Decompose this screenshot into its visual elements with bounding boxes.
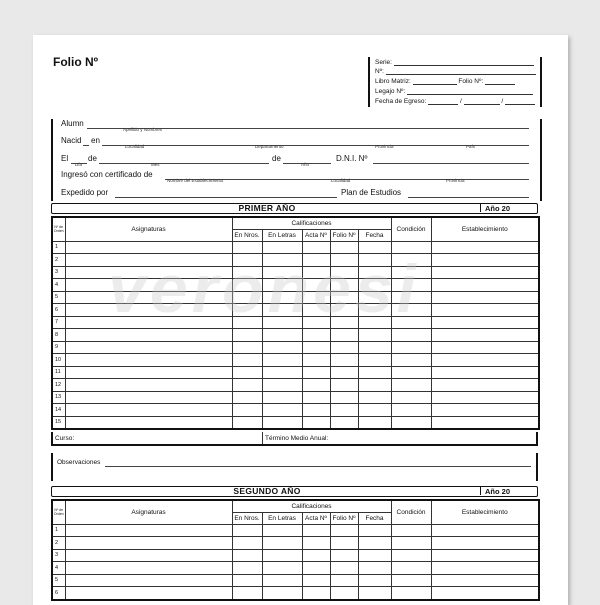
en-nros-header-2: En Nros.	[232, 512, 262, 524]
nacid-label: Nacid	[61, 136, 82, 145]
asignatura-cell[interactable]	[65, 366, 232, 379]
establecimiento-cell[interactable]	[431, 404, 539, 417]
fecha-cell[interactable]	[358, 329, 391, 342]
table-row	[52, 354, 539, 367]
fecha-cell[interactable]	[358, 266, 391, 279]
row-number: 4	[52, 562, 65, 575]
table-row	[52, 316, 539, 329]
plan-field[interactable]	[408, 197, 529, 198]
asignatura-cell[interactable]	[65, 291, 232, 304]
asignatura-cell[interactable]	[65, 379, 232, 392]
segundo-ano-title: SEGUNDO AÑO	[233, 486, 301, 496]
condicion-cell[interactable]	[391, 416, 431, 429]
fecha-cell[interactable]	[358, 341, 391, 354]
condicion-cell[interactable]	[391, 366, 431, 379]
folio-cell[interactable]	[330, 266, 358, 279]
acta-cell[interactable]	[302, 241, 330, 254]
fecha-cell[interactable]	[358, 241, 391, 254]
row-number: 3	[52, 266, 65, 279]
row-number: 12	[52, 379, 65, 392]
establecimiento-cell[interactable]	[431, 266, 539, 279]
fecha-cell[interactable]	[358, 254, 391, 267]
nros-cell[interactable]	[232, 574, 262, 587]
observaciones-field[interactable]	[105, 466, 531, 467]
provincia2-caption: Provincia	[446, 178, 465, 183]
table-row	[52, 254, 539, 267]
fecha-cell[interactable]	[358, 316, 391, 329]
letras-cell[interactable]	[262, 304, 302, 317]
nros-cell[interactable]	[232, 254, 262, 267]
folio-cell[interactable]	[330, 574, 358, 587]
asignatura-cell[interactable]	[65, 574, 232, 587]
establecimiento-cell[interactable]	[431, 587, 539, 600]
alumno-label: Alumn	[61, 119, 84, 128]
row-number: 3	[52, 549, 65, 562]
letras-cell[interactable]	[262, 241, 302, 254]
folio-cell[interactable]	[330, 549, 358, 562]
acta-cell[interactable]	[302, 562, 330, 575]
nros-cell[interactable]	[232, 291, 262, 304]
folio-cell[interactable]	[330, 279, 358, 292]
letras-cell[interactable]	[262, 416, 302, 429]
acta-cell[interactable]	[302, 266, 330, 279]
nros-cell[interactable]	[232, 316, 262, 329]
table-row	[52, 366, 539, 379]
fecha-cell[interactable]	[358, 524, 391, 537]
nros-cell[interactable]	[232, 549, 262, 562]
serie-line	[375, 58, 534, 67]
expedido-label: Expedido por	[61, 188, 109, 197]
folio-cell[interactable]	[330, 354, 358, 367]
condicion-cell[interactable]	[391, 549, 431, 562]
asignatura-cell[interactable]	[65, 241, 232, 254]
nros-cell[interactable]	[232, 404, 262, 417]
row-number: 5	[52, 291, 65, 304]
termino-label: Término Medio Anual:	[265, 435, 329, 442]
acta-cell[interactable]	[302, 279, 330, 292]
mes-caption: Mes	[151, 162, 160, 167]
establecimiento-cell[interactable]	[431, 562, 539, 575]
letras-cell[interactable]	[262, 341, 302, 354]
curso-cell[interactable]	[53, 432, 263, 444]
calificaciones-header: Calificaciones	[232, 217, 391, 229]
acta-cell[interactable]	[302, 329, 330, 342]
serie-field[interactable]	[394, 58, 534, 66]
establecimiento-cell[interactable]	[431, 291, 539, 304]
row-number: 6	[52, 304, 65, 317]
acta-cell[interactable]	[302, 254, 330, 267]
nros-cell[interactable]	[232, 354, 262, 367]
nombre-establecimiento-caption: Nombre del Establecimiento	[167, 178, 224, 183]
libro-matriz-field[interactable]	[413, 77, 457, 85]
establecimiento-cell[interactable]	[431, 316, 539, 329]
table-row	[52, 562, 539, 575]
establecimiento-cell[interactable]	[431, 241, 539, 254]
observaciones-box[interactable]	[51, 453, 538, 481]
establecimiento-cell[interactable]	[431, 354, 539, 367]
fecha-cell[interactable]	[358, 537, 391, 550]
el-label: El	[61, 154, 69, 163]
asignatura-cell[interactable]	[65, 549, 232, 562]
row-number: 11	[52, 366, 65, 379]
ano-caption: Año	[301, 162, 310, 167]
row-number: 1	[52, 524, 65, 537]
folio-cell[interactable]	[330, 254, 358, 267]
folio-cell[interactable]	[330, 291, 358, 304]
primer-ano-table	[51, 216, 540, 430]
veronesi-watermark: veronesi	[108, 251, 420, 327]
libro-line	[375, 77, 515, 86]
nros-cell[interactable]	[232, 279, 262, 292]
table-row	[52, 341, 539, 354]
orden-header: Nº de Orden	[52, 217, 65, 241]
segundo-ano-bar	[51, 486, 538, 497]
asignatura-cell[interactable]	[65, 341, 232, 354]
folio-cell[interactable]	[330, 391, 358, 404]
letras-cell[interactable]	[262, 316, 302, 329]
primer-ano-bar	[51, 203, 538, 214]
mes-field[interactable]	[99, 163, 269, 164]
asignatura-cell[interactable]	[65, 354, 232, 367]
folio-label: Folio Nº	[53, 55, 99, 69]
nacimiento-lugar-field[interactable]	[102, 145, 529, 146]
condicion-cell[interactable]	[391, 279, 431, 292]
establecimiento-cell[interactable]	[431, 379, 539, 392]
letras-cell[interactable]	[262, 391, 302, 404]
apellido-caption: Apellido y Nombres	[123, 127, 163, 132]
numero-line	[375, 67, 536, 76]
egreso-ano-field[interactable]	[505, 97, 535, 105]
fecha-cell[interactable]	[358, 279, 391, 292]
acta-cell[interactable]	[302, 537, 330, 550]
letras-cell[interactable]	[262, 291, 302, 304]
serie-label: Serie:	[375, 59, 392, 66]
row-number: 1	[52, 241, 65, 254]
folio-cell[interactable]	[330, 316, 358, 329]
row-number: 7	[52, 316, 65, 329]
acta-cell[interactable]	[302, 404, 330, 417]
condicion-cell[interactable]	[391, 391, 431, 404]
row-number: 9	[52, 341, 65, 354]
fecha-header-2: Fecha	[358, 512, 391, 524]
registry-box	[368, 57, 542, 107]
table-row	[52, 379, 539, 392]
condicion-cell[interactable]	[391, 291, 431, 304]
table-row	[52, 416, 539, 429]
table-row	[52, 391, 539, 404]
establecimiento-cell[interactable]	[431, 549, 539, 562]
nros-cell[interactable]	[232, 562, 262, 575]
legajo-label: Legajo Nº:	[375, 88, 406, 95]
curso-row	[51, 432, 538, 446]
row-number: 2	[52, 254, 65, 267]
asignatura-cell[interactable]	[65, 416, 232, 429]
nros-cell[interactable]	[232, 366, 262, 379]
asignatura-cell[interactable]	[65, 587, 232, 600]
egreso-dia-field[interactable]	[428, 97, 458, 105]
letras-cell[interactable]	[262, 329, 302, 342]
fecha-cell[interactable]	[358, 574, 391, 587]
asignatura-cell[interactable]	[65, 304, 232, 317]
letras-cell[interactable]	[262, 366, 302, 379]
condicion-cell[interactable]	[391, 316, 431, 329]
departamento-caption: Departamento	[255, 144, 284, 149]
asignatura-cell[interactable]	[65, 562, 232, 575]
row-number: 2	[52, 537, 65, 550]
condicion-cell[interactable]	[391, 537, 431, 550]
nros-cell[interactable]	[232, 391, 262, 404]
fecha-cell[interactable]	[358, 391, 391, 404]
establecimiento-cell[interactable]	[431, 537, 539, 550]
slash-1: /	[459, 98, 462, 105]
provincia-caption: Provincia	[375, 144, 394, 149]
acta-cell[interactable]	[302, 354, 330, 367]
slash-2: /	[501, 98, 504, 105]
de-label: de	[88, 154, 97, 163]
primer-ano-year: Año 20	[480, 204, 537, 212]
folio-cell[interactable]	[330, 562, 358, 575]
acta-cell[interactable]	[302, 391, 330, 404]
form-sheet	[33, 35, 568, 605]
pais-caption: País	[466, 144, 476, 149]
letras-cell[interactable]	[262, 279, 302, 292]
folio-n-field[interactable]	[485, 77, 515, 85]
folio-cell[interactable]	[330, 329, 358, 342]
nros-cell[interactable]	[232, 241, 262, 254]
establecimiento-cell[interactable]	[431, 366, 539, 379]
folio-cell[interactable]	[330, 366, 358, 379]
folio-header: Folio Nº	[330, 229, 358, 241]
asignaturas-header-2: Asignaturas	[65, 500, 232, 524]
row-number: 8	[52, 329, 65, 342]
row-number: 14	[52, 404, 65, 417]
plan-label: Plan de Estudios	[341, 188, 402, 197]
table-row	[52, 524, 539, 537]
nacid-suffix-field[interactable]	[83, 145, 89, 146]
asignatura-cell[interactable]	[65, 254, 232, 267]
fecha-egreso-label: Fecha de Egreso:	[375, 98, 427, 105]
condicion-header: Condición	[391, 217, 431, 241]
fecha-cell[interactable]	[358, 304, 391, 317]
fecha-egreso-line	[375, 97, 535, 106]
fecha-cell[interactable]	[358, 291, 391, 304]
primer-ano-title: PRIMER AÑO	[238, 203, 296, 213]
calificaciones-header-2: Calificaciones	[232, 500, 391, 512]
acta-cell[interactable]	[302, 549, 330, 562]
table-row	[52, 574, 539, 587]
condicion-cell[interactable]	[391, 574, 431, 587]
acta-cell[interactable]	[302, 524, 330, 537]
letras-cell[interactable]	[262, 254, 302, 267]
row-number: 4	[52, 279, 65, 292]
en-label: en	[91, 136, 100, 145]
folio-cell[interactable]	[330, 241, 358, 254]
folio-cell[interactable]	[330, 304, 358, 317]
egreso-mes-field[interactable]	[464, 97, 500, 105]
folio-cell[interactable]	[330, 379, 358, 392]
nros-cell[interactable]	[232, 329, 262, 342]
letras-cell[interactable]	[262, 354, 302, 367]
establecimiento-cell[interactable]	[431, 254, 539, 267]
table-row	[52, 329, 539, 342]
asignatura-cell[interactable]	[65, 404, 232, 417]
row-number: 6	[52, 587, 65, 600]
table-row	[52, 241, 539, 254]
table-row	[52, 304, 539, 317]
fecha-cell[interactable]	[358, 549, 391, 562]
establecimiento-header: Establecimiento	[431, 217, 539, 241]
condicion-cell[interactable]	[391, 329, 431, 342]
folio-header-2: Folio Nº	[330, 512, 358, 524]
letras-cell[interactable]	[262, 404, 302, 417]
nros-cell[interactable]	[232, 304, 262, 317]
folio-cell[interactable]	[330, 537, 358, 550]
letras-cell[interactable]	[262, 549, 302, 562]
row-number: 15	[52, 416, 65, 429]
acta-cell[interactable]	[302, 316, 330, 329]
en-nros-header: En Nros.	[232, 229, 262, 241]
table-row	[52, 266, 539, 279]
establecimiento-cell[interactable]	[431, 341, 539, 354]
folio-n-label: Folio Nº:	[458, 78, 484, 85]
establecimiento-header-2: Establecimiento	[431, 500, 539, 524]
condicion-cell[interactable]	[391, 266, 431, 279]
letras-cell[interactable]	[262, 587, 302, 600]
asignatura-cell[interactable]	[65, 329, 232, 342]
establecimiento-cell[interactable]	[431, 304, 539, 317]
acta-cell[interactable]	[302, 574, 330, 587]
asignatura-cell[interactable]	[65, 537, 232, 550]
acta-cell[interactable]	[302, 341, 330, 354]
acta-cell[interactable]	[302, 291, 330, 304]
acta-cell[interactable]	[302, 587, 330, 600]
fecha-cell[interactable]	[358, 416, 391, 429]
asignatura-cell[interactable]	[65, 391, 232, 404]
curso-label: Curso:	[55, 435, 75, 442]
establecimiento-cell[interactable]	[431, 524, 539, 537]
orden-header-2: Nº de Orden	[52, 500, 65, 524]
table-row	[52, 279, 539, 292]
folio-cell[interactable]	[330, 341, 358, 354]
observaciones-label: Observaciones	[57, 459, 101, 466]
acta-header-2: Acta Nº	[302, 512, 330, 524]
acta-header: Acta Nº	[302, 229, 330, 241]
libro-matriz-label: Libro Matriz:	[375, 78, 411, 85]
establecimiento-cell[interactable]	[431, 329, 539, 342]
table-row	[52, 549, 539, 562]
condicion-cell[interactable]	[391, 524, 431, 537]
establecimiento-cell[interactable]	[431, 574, 539, 587]
acta-cell[interactable]	[302, 416, 330, 429]
letras-cell[interactable]	[262, 574, 302, 587]
numero-field[interactable]	[386, 67, 536, 75]
folio-cell[interactable]	[330, 524, 358, 537]
fecha-cell[interactable]	[358, 587, 391, 600]
fecha-cell[interactable]	[358, 379, 391, 392]
expedido-field[interactable]	[115, 197, 337, 198]
asignatura-cell[interactable]	[65, 279, 232, 292]
acta-cell[interactable]	[302, 379, 330, 392]
condicion-cell[interactable]	[391, 241, 431, 254]
folio-cell[interactable]	[330, 416, 358, 429]
student-info-box	[51, 119, 542, 201]
acta-cell[interactable]	[302, 366, 330, 379]
table-row	[52, 587, 539, 600]
nros-cell[interactable]	[232, 587, 262, 600]
condicion-cell[interactable]	[391, 341, 431, 354]
nros-cell[interactable]	[232, 524, 262, 537]
letras-cell[interactable]	[262, 379, 302, 392]
asignatura-cell[interactable]	[65, 316, 232, 329]
numero-label: Nº:	[375, 68, 384, 75]
fecha-cell[interactable]	[358, 562, 391, 575]
nros-cell[interactable]	[232, 266, 262, 279]
folio-cell[interactable]	[330, 587, 358, 600]
localidad2-caption: Localidad	[331, 178, 351, 183]
condicion-cell[interactable]	[391, 304, 431, 317]
fecha-cell[interactable]	[358, 404, 391, 417]
nros-cell[interactable]	[232, 416, 262, 429]
legajo-line	[375, 87, 533, 96]
fecha-cell[interactable]	[358, 366, 391, 379]
de2-label: de	[272, 154, 281, 163]
asignatura-cell[interactable]	[65, 524, 232, 537]
asignatura-cell[interactable]	[65, 266, 232, 279]
dni-field[interactable]	[373, 163, 529, 164]
en-letras-header: En Letras	[262, 229, 302, 241]
establecimiento-cell[interactable]	[431, 391, 539, 404]
ingreso-label: Ingresó con certificado de	[61, 170, 153, 179]
establecimiento-cell[interactable]	[431, 416, 539, 429]
table-row	[52, 291, 539, 304]
folio-cell[interactable]	[330, 404, 358, 417]
asignaturas-header: Asignaturas	[65, 217, 232, 241]
nros-cell[interactable]	[232, 537, 262, 550]
letras-cell[interactable]	[262, 524, 302, 537]
nros-cell[interactable]	[232, 341, 262, 354]
nros-cell[interactable]	[232, 379, 262, 392]
fecha-cell[interactable]	[358, 354, 391, 367]
letras-cell[interactable]	[262, 562, 302, 575]
table-row	[52, 537, 539, 550]
condicion-cell[interactable]	[391, 404, 431, 417]
condicion-header-2: Condición	[391, 500, 431, 524]
letras-cell[interactable]	[262, 266, 302, 279]
acta-cell[interactable]	[302, 304, 330, 317]
row-number: 10	[52, 354, 65, 367]
condicion-cell[interactable]	[391, 562, 431, 575]
dni-label: D.N.I. Nº	[336, 154, 368, 163]
row-number: 13	[52, 391, 65, 404]
localidad-caption: Localidad	[125, 144, 145, 149]
en-letras-header-2: En Letras	[262, 512, 302, 524]
table-row	[52, 404, 539, 417]
condicion-cell[interactable]	[391, 254, 431, 267]
letras-cell[interactable]	[262, 537, 302, 550]
condicion-cell[interactable]	[391, 587, 431, 600]
segundo-ano-table	[51, 499, 540, 601]
segundo-ano-year: Año 20	[480, 487, 537, 495]
fecha-header: Fecha	[358, 229, 391, 241]
dia-caption: Día	[75, 162, 83, 167]
legajo-field[interactable]	[407, 87, 533, 95]
condicion-cell[interactable]	[391, 354, 431, 367]
row-number: 5	[52, 574, 65, 587]
condicion-cell[interactable]	[391, 379, 431, 392]
establecimiento-cell[interactable]	[431, 279, 539, 292]
